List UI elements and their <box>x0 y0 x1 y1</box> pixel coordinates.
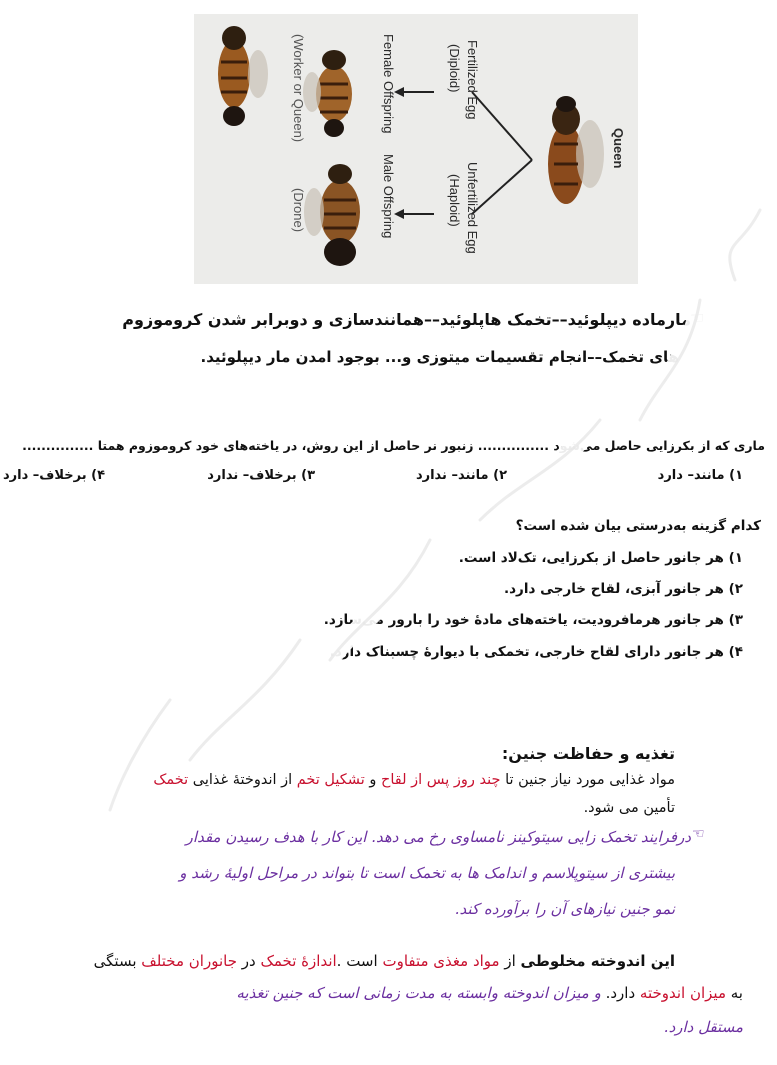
drone-label: (Drone) <box>291 188 306 233</box>
note1-line2: های تخمک––انجام تقسیمات میتوزی و... بوجود امدن مار دیپلوئید. <box>200 348 679 366</box>
q1-option-3: ۳) برخلاف– ندارد <box>207 468 315 483</box>
female-offspring-bee-icon <box>303 50 352 137</box>
q2-stem: کدام گزینه به‌درستی بیان شده است؟ <box>515 518 761 534</box>
p2-highlight-ovum-size: اندازهٔ تخمک <box>260 952 337 970</box>
p3-highlight-reserve: میزان اندوخته <box>639 984 726 1002</box>
p1-text-a: مواد غذایی مورد نیاز جنین تا <box>500 772 675 788</box>
branch-line-unfertilized <box>472 160 532 214</box>
worker-or-queen-label: (Worker or Queen) <box>291 34 306 143</box>
p2-highlight-animals: جانوران مختلف <box>141 952 237 970</box>
p1-text-c: از اندوختهٔ غذایی <box>188 772 297 788</box>
queen-bee-icon <box>548 96 604 204</box>
q1-option-2: ۲) مانند– ندارد <box>415 468 507 483</box>
q1-option-4: ۴) برخلاف– دارد <box>2 468 105 483</box>
note1-line1: مارماده دیپلوئید––تخمک هاپلوئید––همانندسازی و دوبرابر شدن کروموزوم <box>122 310 691 329</box>
figure-graphics <box>194 14 638 284</box>
worker-bee-icon <box>218 26 268 126</box>
handwritten-note-line2: بیشتری از سیتوپلاسم و اندامک ها به تخمک است تا بتواند در مراحل اولیهٔ رشد و <box>179 864 675 882</box>
section-paragraph-2 <box>94 952 675 970</box>
pointing-hand-icon: ☜ <box>690 308 705 327</box>
branch-line-fertilized <box>472 92 532 160</box>
male-offspring-label: Male Offspring <box>381 154 396 239</box>
handwritten-note-line3: نمو جنین نیازهای آن را برآورده کند. <box>454 900 675 918</box>
p3-text-b: دارد. <box>600 984 640 1002</box>
p1-highlight-ovum: تخمک <box>153 772 189 788</box>
section-paragraph-3 <box>236 984 743 1002</box>
bee-reproduction-figure <box>194 14 638 284</box>
p2-text-d: بستگی <box>93 952 142 970</box>
q1-option-1: ۱) مانند– دارد <box>657 468 743 483</box>
fertilized-egg-label: Fertilized Egg <box>465 40 480 120</box>
section-paragraph-1 <box>153 772 675 788</box>
q2-option-3: ۳) هر جانور هرمافرودیت، یاخته‌های مادهٔ خود را بارور می‌سازد. <box>323 612 743 628</box>
diploid-label: (Diploid) <box>447 44 462 93</box>
drone-bee-icon <box>304 164 360 266</box>
p2-bold-text: این اندوخته مخلوطی <box>520 952 675 970</box>
section-paragraph-1-line2: تأمین می شود. <box>583 800 675 816</box>
p2-highlight-nutrients: مواد مغذی متفاوت <box>382 952 500 970</box>
q2-option-4: ۴) هر جانور دارای لقاح خارجی، تخمکی با دیوارهٔ چسبناک دارد. <box>329 644 743 660</box>
section-heading: تغذیه و حفاظت جنین: <box>501 744 675 763</box>
p3-handwritten: و میزان اندوخته وابسته به مدت زمانی است که جنین تغذیه <box>236 984 601 1002</box>
unfertilized-egg-label: Unfertilized Egg <box>465 162 480 254</box>
q2-option-2: ۲) هر جانور آبزی، لقاح خارجی دارد. <box>503 581 743 597</box>
p1-highlight-days: چند روز پس از لقاح <box>381 772 501 788</box>
p1-text-b: و <box>364 772 382 788</box>
p2-text-a: از <box>499 952 521 970</box>
handwritten-note-line1: درفرایند تخمک زایی سیتوکینز نامساوی رخ می دهد. این کار با هدف رسیدن مقدار <box>185 828 691 846</box>
section-paragraph-4: مستقل دارد. <box>663 1018 743 1036</box>
pointing-hand-icon-2: ☜ <box>692 826 705 842</box>
p1-highlight-zygote: تشکیل تخم <box>296 772 365 788</box>
queen-label: Queen <box>611 128 626 169</box>
haploid-label: (Haploid) <box>447 174 462 227</box>
female-offspring-label: Female Offspring <box>381 34 396 134</box>
q2-option-1: ۱) هر جانور حاصل از بکرزایی، تک‌لاد است. <box>458 550 743 566</box>
q1-stem: ماری که از بکرزایی حاصل می‌شود ............... زنبور نر حاصل از این روش، در یاخته‌های خود کروموزوم همتا ............... <box>22 438 765 453</box>
p3-text-a: به <box>726 984 743 1002</box>
p2-text-c: در <box>236 952 261 970</box>
p2-text-b: است . <box>336 952 383 970</box>
